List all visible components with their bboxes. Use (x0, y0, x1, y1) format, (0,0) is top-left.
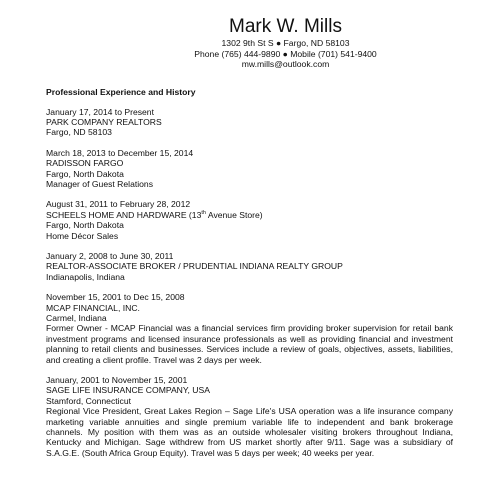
job-entry (46, 251, 453, 282)
job-role: Home Décor Sales (46, 230, 119, 241)
resume-header (118, 0, 453, 70)
job-org (46, 210, 453, 220)
email-line: mw.mills@outlook.com (241, 59, 330, 69)
phone-line: Phone (765) 444-9890 ● Mobile (701) 541-9400 (194, 48, 377, 59)
job-org-main: SCHEELS HOME AND HARDWARE (13 (46, 209, 202, 220)
candidate-name: Mark W. Mills (229, 16, 342, 37)
job-org: MCAP FINANCIAL, INC. (46, 302, 140, 313)
job-org: PARK COMPANY REALTORS (46, 116, 162, 127)
job-location: Stamford, Connecticut (46, 395, 132, 406)
job-location: Fargo, ND 58103 (46, 127, 112, 138)
job-dates: January 2, 2008 to June 30, 2011 (46, 250, 174, 261)
job-role: Manager of Guest Relations (46, 178, 154, 189)
job-entry (46, 375, 453, 458)
job-entry (46, 148, 453, 190)
job-description: Regional Vice President, Great Lakes Region – Sage Life's USA operation was a life insurance company marketing variable annuities and single premium variable life to independent and bank brokerage channels. My position with them was as an outside wholesaler visiting brokers throughout Indiana, Kentucky and Michigan. Sage withdrew from US market shortly after 9/11. Sage was a subsidiary of S.A.G.E. (South Africa Group Equity). Travel was 5 days per week; 40 weeks per year. (46, 406, 453, 458)
job-location: Carmel, Indiana (46, 313, 107, 323)
job-dates: January, 2001 to November 15, 2001 (46, 375, 188, 386)
job-dates: January 17, 2014 to Present (46, 106, 154, 117)
job-dates: August 31, 2011 to February 28, 2012 (46, 199, 191, 210)
job-org: REALTOR-ASSOCIATE BROKER / PRUDENTIAL INDIANA REALTY GROUP (46, 261, 343, 272)
job-entry (46, 199, 453, 241)
section-title: Professional Experience and History (46, 86, 196, 97)
job-org-suffix: Avenue Store) (205, 209, 263, 220)
job-entry (46, 292, 453, 365)
job-entry (46, 107, 453, 138)
address-line: 1302 9th St S ● Fargo, ND 58103 (221, 38, 350, 48)
job-org: SAGE LIFE INSURANCE COMPANY, USA (46, 385, 210, 396)
job-location: Fargo, North Dakota (46, 168, 124, 179)
job-dates: March 18, 2013 to December 15, 2014 (46, 147, 194, 158)
job-org: RADISSON FARGO (46, 158, 124, 169)
job-dates: November 15, 2001 to Dec 15, 2008 (46, 292, 185, 303)
job-location: Indianapolis, Indiana (46, 271, 125, 282)
job-org-superscript: th (201, 209, 206, 216)
job-location: Fargo, North Dakota (46, 220, 124, 231)
job-description: Former Owner - MCAP Financial was a financial services firm providing broker supervision for retail bank investment programs and licensed insurance professionals as well as providing financial and investment planning to retail clients and businesses. Services include a review of goals, objectives, assets, liabilities, and creating a client profile. Travel was 2 days per week. (46, 323, 453, 365)
